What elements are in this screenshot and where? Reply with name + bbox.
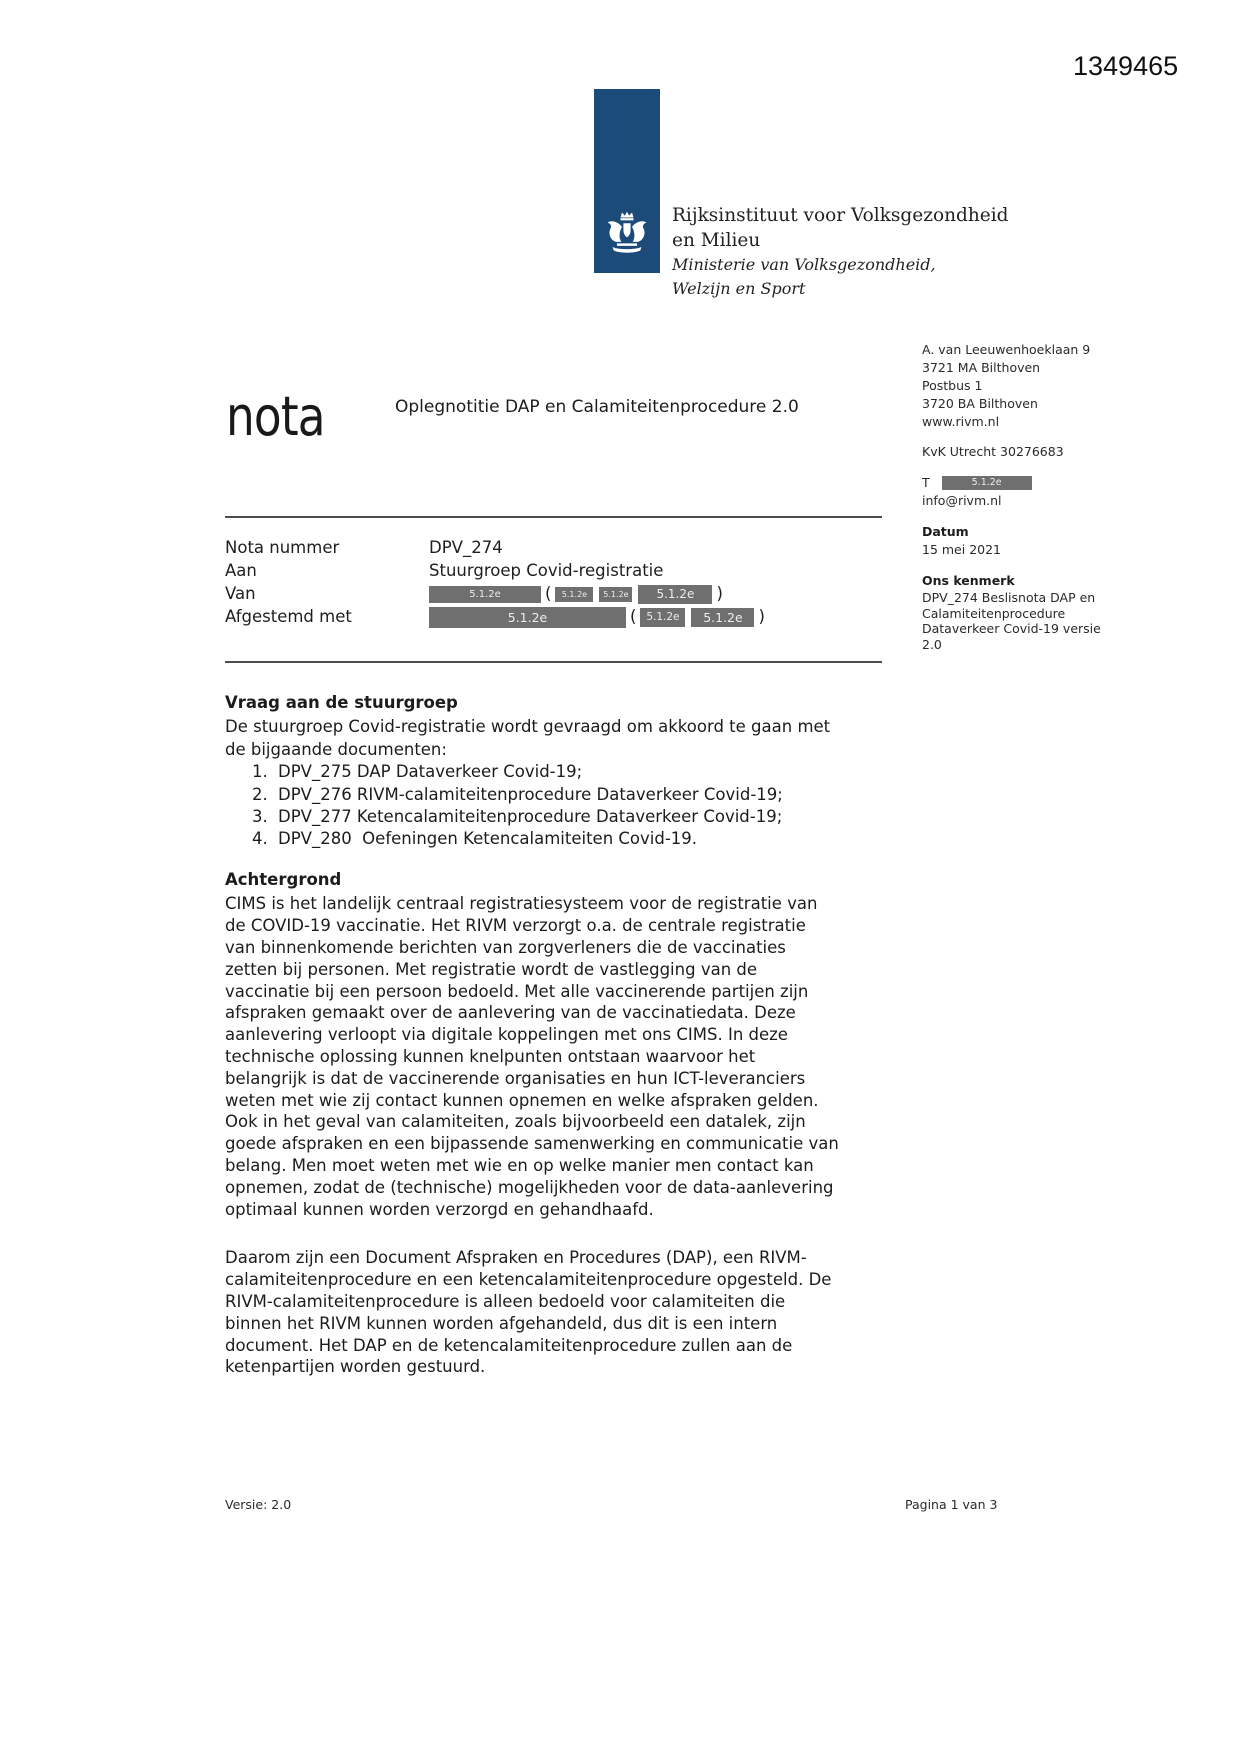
list-item [225,828,915,850]
list-number: 2. [252,784,268,804]
list-item [225,761,915,783]
list-text: DPV_276 RIVM-calamiteitenprocedure Dataverkeer Covid-19; [278,784,783,804]
text-line: RIVM-calamiteitenprocedure is alleen bedoeld voor calamiteiten die [225,1291,786,1311]
text-line: van binnenkomende berichten van zorgverleners die de vaccinaties [225,938,786,957]
meta-value: DPV_274 [429,538,503,557]
meta-row-nota-nummer [225,536,766,559]
list-item [225,806,915,828]
paren-open: ( [545,584,552,603]
redaction-box: 5.1.2e [638,585,712,604]
redaction-box: 5.1.2e [555,587,593,602]
footer-version: Versie: 2.0 [225,1497,292,1512]
text-line: De stuurgroep Covid-registratie wordt gevraagd om akkoord te gaan met [225,717,831,737]
text-line: opnemen, zodat de (technische) mogelijkheden voor de data-aanlevering [225,1177,834,1197]
org-name-line2: en Milieu [672,230,761,251]
text-line: goede afspraken en een bijpassende samenwerking en communicatie van [225,1134,839,1154]
section-achtergrond [225,869,915,1378]
meta-label: Aan [225,561,257,580]
list-number: 3. [252,807,268,827]
text-line: belang. Men moet weten met wie en op welke manier men contact kan [225,1155,814,1175]
rijksoverheid-logo-bar [594,89,660,273]
vraag-intro [225,716,915,761]
meta-label: Nota nummer [225,538,340,557]
page-title: Oplegnotitie DAP en Calamiteitenprocedure 2.0 [395,397,799,417]
text-line: aanlevering verloopt via digitale koppelingen met ons CIMS. In deze [225,1025,788,1045]
horizontal-rule-top [225,516,882,518]
list-text: DPV_275 DAP Dataverkeer Covid-19; [278,762,583,782]
redaction-box: 5.1.2e [429,586,541,603]
redaction-box: 5.1.2e [691,608,754,627]
text-line: vaccinatie bij een persoon bedoeld. Met alle vaccinerende partijen zijn [225,981,809,1001]
meta-value-redacted [429,582,724,605]
kenmerk-label: Ons kenmerk [922,573,1015,588]
meta-value-redacted [429,605,766,628]
doc-type-nota: nota [226,385,325,448]
paragraph-1 [225,893,915,1220]
section-heading: Achtergrond [225,870,342,889]
text-line: Daarom zijn een Document Afspraken en Procedures (DAP), een RIVM- [225,1248,807,1268]
list-number: 1. [252,762,268,782]
text-line: Ook in het geval van calamiteiten, zoals bijvoorbeeld een datalek, zijn [225,1112,806,1132]
datum-label: Datum [922,524,969,539]
phone-row [922,474,1122,492]
list-text: DPV_277 Ketencalamiteitenprocedure Dataverkeer Covid-19; [278,807,783,827]
text-line: document. Het DAP en de ketencalamiteitenprocedure zullen aan de [225,1335,793,1355]
text-line: CIMS is het landelijk centraal registratiesysteem voor de registratie van [225,894,818,914]
list-number: 4. [252,829,268,849]
address-line: 3721 MA Bilthoven [922,360,1041,375]
redaction-box: 5.1.2e [599,587,632,602]
text-line: de bijgaande documenten: [225,739,447,759]
nota-meta-table [225,536,766,628]
text-line: de COVID-19 vaccinatie. Het RIVM verzorgt o.a. de centrale registratie [225,916,806,936]
section-heading: Vraag aan de stuurgroep [225,693,458,712]
address-line: A. van Leeuwenhoeklaan 9 [922,342,1091,357]
phone-label: T [922,475,930,490]
text-line: afspraken gemaakt over de aanlevering van de vaccinatiedata. Deze [225,1003,796,1023]
org-name-line1: Rijksinstituut voor Volksgezondheid [672,205,1009,226]
text-line: zetten bij personen. Met registratie wordt de vastlegging van de [225,959,758,979]
footer-page-number: Pagina 1 van 3 [905,1497,998,1512]
redaction-box: 5.1.2e [429,607,626,628]
list-item [225,784,915,806]
list-text: DPV_280 Oefeningen Ketencalamiteiten Covid-19. [278,829,698,849]
text-line: ketenpartijen worden gestuurd. [225,1357,486,1377]
letterhead-sidebar [922,341,1122,652]
address-line: www.rivm.nl [922,414,1000,429]
meta-label: Afgestemd met [225,607,352,626]
paren-close: ) [716,584,723,603]
paren-close: ) [758,607,765,626]
text-line: technische oplossing kunnen knelpunten ontstaan waarvoor het [225,1046,756,1066]
address-line: Postbus 1 [922,378,983,393]
meta-label: Van [225,584,256,603]
meta-row-afgestemd-met [225,605,766,628]
kenmerk-value: DPV_274 Beslisnota DAP en Calamiteitenprocedure Dataverkeer Covid-19 versie 2.0 [922,590,1101,652]
text-line: binnen het RIVM kunnen worden afgehandeld, dus dit is een intern [225,1313,778,1333]
logo-wordmark [672,203,1008,301]
paragraph-2 [225,1247,915,1378]
datum-value: 15 mei 2021 [922,542,1002,557]
text-line: optimaal kunnen worden verzorgd en gehandhaafd. [225,1199,654,1219]
rijksoverheid-coat-of-arms-icon [604,207,650,261]
redaction-box: 5.1.2e [640,608,685,627]
text-line: weten met wie zij contact kunnen opnemen en welke afspraken gelden. [225,1090,819,1110]
meta-row-aan [225,559,766,582]
document-list [225,761,915,851]
ministry-line1: Ministerie van Volksgezondheid, [672,255,936,274]
meta-value: Stuurgroep Covid-registratie [429,561,664,580]
address-block [922,341,1122,431]
document-stamp-number: 1349465 [1073,51,1179,81]
section-vraag [225,692,915,851]
ministry-line2: Welzijn en Sport [672,279,806,298]
redaction-box: 5.1.2e [942,476,1032,490]
text-line: calamiteitenprocedure en een ketencalamiteitenprocedure opgesteld. De [225,1270,832,1290]
address-line: 3720 BA Bilthoven [922,396,1038,411]
horizontal-rule-bottom [225,661,882,663]
paren-open: ( [630,607,637,626]
paragraph-gap [225,1220,915,1247]
kvk-line: KvK Utrecht 30276683 [922,444,1064,459]
meta-row-van [225,582,766,605]
text-line: belangrijk is dat de vaccinerende organisaties en hun ICT-leveranciers [225,1068,806,1088]
email-line: info@rivm.nl [922,493,1002,508]
